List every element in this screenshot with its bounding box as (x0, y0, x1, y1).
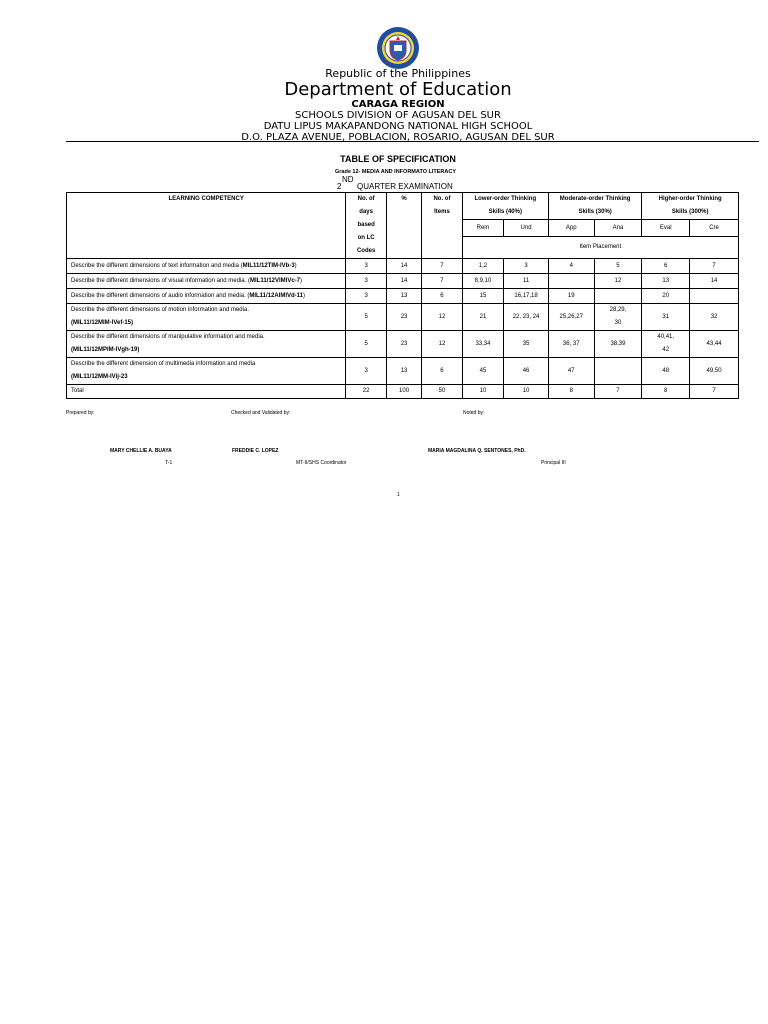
cre-cell: 49,50 (690, 358, 739, 385)
republic-line: Republic of the Philippines (325, 67, 471, 80)
grade-subject: Grade 12- MEDIA AND INFORMATO LITERACY (335, 169, 457, 175)
rem-cell: 1,2 (462, 259, 504, 274)
header-days: No. of days based on LC Codes (346, 193, 387, 259)
rem-cell: 8,9,10 (462, 274, 504, 289)
lc-code: MIL11/12AIMIVd-11 (249, 292, 304, 299)
eval-cell: 31 (642, 304, 690, 331)
table-row (67, 289, 739, 304)
lc-code: MIL11/12TIM-IVb-3 (242, 262, 295, 269)
pct-cell: 13 (386, 289, 421, 304)
pct-cell: 14 (386, 259, 421, 274)
letterhead (0, 26, 768, 143)
items-cell: 12 (422, 331, 463, 358)
page-number: 1 (397, 492, 400, 498)
competency-cell: Describe the different dimensions of manipulative information and media. (MIL11/12MPIM-IVgh-19) (67, 331, 346, 358)
und-cell: 35 (504, 331, 549, 358)
competency-cell: Describe the different dimensions of visual information and media. (MIL11/12VIMIVc-7) (67, 274, 346, 289)
total-pct: 100 (386, 385, 421, 399)
items-cell: 6 (422, 289, 463, 304)
sub-und: Und (504, 220, 549, 236)
eval-cell: 20 (642, 289, 690, 304)
days-cell: 5 (346, 331, 387, 358)
days-cell: 3 (346, 289, 387, 304)
prepared-label: Prepared by: (66, 410, 95, 416)
noted-title: Principal III (541, 460, 566, 466)
header-higher-order: Higher-order Thinking Skills (300%) (642, 193, 739, 220)
items-cell: 7 (422, 259, 463, 274)
und-cell: 11 (504, 274, 549, 289)
prepared-title: T-1 (165, 460, 173, 466)
total-label: Total (67, 385, 346, 399)
lc-code: (MIL11/12MM-IVij-23 (71, 374, 128, 380)
cre-cell: 7 (690, 259, 739, 274)
days-cell: 5 (346, 304, 387, 331)
table-row (67, 304, 739, 331)
days-cell: 3 (346, 274, 387, 289)
cre-cell (690, 289, 739, 304)
rem-cell: 45 (462, 358, 504, 385)
competency-cell: Describe the different dimension of multimedia information and media (MIL11/12MM-IVij-23 (67, 358, 346, 385)
total-eval: 8 (642, 385, 690, 399)
pct-cell: 13 (386, 358, 421, 385)
school-name: DATU LIPUS MAKAPANDONG NATIONAL HIGH SCHOOL (263, 121, 533, 132)
division-name: SCHOOLS DIVISION OF AGUSAN DEL SUR (295, 110, 501, 121)
sub-ana: Ana (594, 220, 642, 236)
und-cell: 3 (504, 259, 549, 274)
lc-code: (MIL11/12MPIM-IVgh-19) (71, 347, 140, 353)
competency-cell: Describe the different dimensions of text information and media (MIL11/12TIM-IVb-3) (67, 259, 346, 274)
table-row (67, 358, 739, 385)
app-cell: 4 (548, 259, 594, 274)
und-cell: 46 (504, 358, 549, 385)
competency-cell: Describe the different dimensions of audio information and media. (MIL11/12AIMIVd-11) (67, 289, 346, 304)
eval-cell: 6 (642, 259, 690, 274)
ana-cell: 38,39 (594, 331, 642, 358)
total-app: 8 (548, 385, 594, 399)
table-row (67, 274, 739, 289)
noted-name: MARIA MAGDALINA Q. SENTONES, PhD. (428, 448, 526, 454)
ana-cell: 5 (594, 259, 642, 274)
pct-cell: 23 (386, 331, 421, 358)
total-cre: 7 (690, 385, 739, 399)
school-address: D.O. PLAZA AVENUE, POBLACION, ROSARIO, AGUSAN DEL SUR (241, 132, 555, 143)
prepared-name: MARY CHELLIE A. BUAYA (110, 448, 172, 454)
quarter-number: 2 (337, 182, 342, 191)
total-row (67, 385, 739, 399)
app-cell: 36, 37 (548, 331, 594, 358)
rem-cell: 15 (462, 289, 504, 304)
document-title: TABLE OF SPECIFICATION (340, 154, 456, 164)
items-cell: 6 (422, 358, 463, 385)
ana-cell (594, 358, 642, 385)
days-cell: 3 (346, 358, 387, 385)
table-row (67, 259, 739, 274)
pct-cell: 23 (386, 304, 421, 331)
total-items: 50 (422, 385, 463, 399)
checked-name: FREDDIE C. LOPEZ (232, 448, 279, 454)
ana-cell: 28,29, 30 (594, 304, 642, 331)
eval-cell: 13 (642, 274, 690, 289)
days-cell: 3 (346, 259, 387, 274)
items-cell: 7 (422, 274, 463, 289)
app-cell: 47 (548, 358, 594, 385)
app-cell: 19 (548, 289, 594, 304)
sub-cre: Cre (690, 220, 739, 236)
header-competency: LEARNING COMPETENCY (67, 193, 346, 259)
eval-cell: 48 (642, 358, 690, 385)
region-name: CARAGA REGION (351, 99, 445, 110)
item-placement-label: Item Placement (462, 236, 738, 258)
rem-cell: 33,34 (462, 331, 504, 358)
lc-code: (MIL11/12MIM-IVef-15) (71, 320, 134, 326)
quarter-text: QUARTER EXAMINATION (357, 182, 453, 191)
und-cell: 16,17,18 (504, 289, 549, 304)
app-cell: 25,26,27 (548, 304, 594, 331)
lc-code: MIL11/12VIMIVc-7 (249, 277, 301, 284)
ana-cell: 12 (594, 274, 642, 289)
noted-label: Noted by: (463, 410, 485, 416)
app-cell (548, 274, 594, 289)
und-cell: 22, 23, 24 (504, 304, 549, 331)
specification-table (66, 192, 739, 399)
table-row (67, 331, 739, 358)
ana-cell (594, 289, 642, 304)
cre-cell: 43,44 (690, 331, 739, 358)
items-cell: 12 (422, 304, 463, 331)
sub-eval: Eval (642, 220, 690, 236)
total-und: 10 (504, 385, 549, 399)
total-rem: 10 (462, 385, 504, 399)
header-lower-order: Lower-order Thinking Skills (40%) (462, 193, 548, 220)
checked-title: MT-II/SHS Coordinator (296, 460, 347, 466)
quarter-superscript: ND (342, 175, 354, 184)
total-days: 22 (346, 385, 387, 399)
header-percent: % (386, 193, 421, 259)
deped-seal-icon (376, 26, 420, 70)
header-moderate-order: Moderate-order Thinking Skills (30%) (548, 193, 641, 220)
pct-cell: 14 (386, 274, 421, 289)
department-name: Department of Education (284, 79, 512, 100)
sub-app: App (548, 220, 594, 236)
eval-cell: 40,41, 42 (642, 331, 690, 358)
cre-cell: 32 (690, 304, 739, 331)
cre-cell: 14 (690, 274, 739, 289)
header-items: No. of Items (422, 193, 463, 259)
rem-cell: 21 (462, 304, 504, 331)
checked-label: Checked and Validated by: (231, 410, 291, 416)
total-ana: 7 (594, 385, 642, 399)
competency-cell: Describe the different dimensions of motion information and media. (MIL11/12MIM-IVef-15) (67, 304, 346, 331)
sub-rem: Rem (462, 220, 504, 236)
header-divider (66, 141, 759, 142)
